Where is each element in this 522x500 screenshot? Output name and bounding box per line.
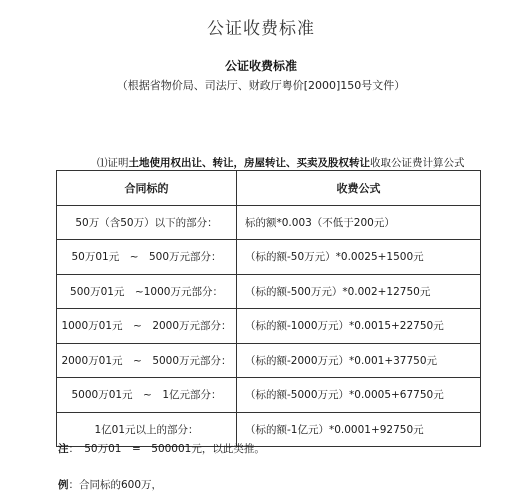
table-row [57,343,481,378]
table-row [57,309,481,344]
range-cell: 500万01元 ~1000万元部分： [57,274,237,309]
table-row [57,274,481,309]
range-cell: 5000万01元 ~ 1亿元部分： [57,378,237,413]
range-cell: 1亿01元以上的部分： [57,412,237,447]
document-subheading: （根据省物价局、司法厅、财政厅粤价[2000]150号文件） [116,79,406,92]
note-line [58,441,265,456]
example-label: 例 [58,479,69,491]
range-cell: 50万（含50万）以下的部分： [57,205,237,240]
table-row [57,240,481,275]
document-heading: 公证收费标准 [224,59,297,73]
page-title: 公证收费标准 [207,19,315,39]
range-cell: 50万01元 ~ 500万元部分： [57,240,237,275]
table-row [57,205,481,240]
intro-prefix: ⑴证明 [97,157,129,169]
range-cell: 1000万01元 ~ 2000万元部分： [57,309,237,344]
formula-cell: 标的额*0.003（不低于200元） [237,205,481,240]
example-text: ：合同标的600万， [68,479,163,491]
note-label: 注 [58,443,69,455]
header-contract-amount: 合同标的 [57,171,237,206]
range-cell: 2000万01元 ~ 5000万元部分： [57,343,237,378]
intro-bold-text: 土地使用权出让、转让，房屋转让、买卖及股权转让 [128,157,370,169]
formula-cell: （标的额-500万元）*0.002+12750元 [237,274,481,309]
intro-line [97,155,465,170]
formula-cell: （标的额-1亿元）*0.0001+92750元 [237,412,481,447]
note-text: ： 50万01 = 500001元，以此类推。 [68,443,265,455]
table-header-row [57,171,481,206]
table-row [57,378,481,413]
header-fee-formula: 收费公式 [237,171,481,206]
formula-cell: （标的额-50万元）*0.0025+1500元 [237,240,481,275]
formula-cell: （标的额-1000万元）*0.0015+22750元 [237,309,481,344]
formula-cell: （标的额-5000万元）*0.0005+67750元 [237,378,481,413]
example-line [58,477,162,492]
intro-suffix: 收取公证费计算公式 [370,157,465,169]
formula-cell: （标的额-2000万元）*0.001+37750元 [237,343,481,378]
fee-table [56,170,481,447]
